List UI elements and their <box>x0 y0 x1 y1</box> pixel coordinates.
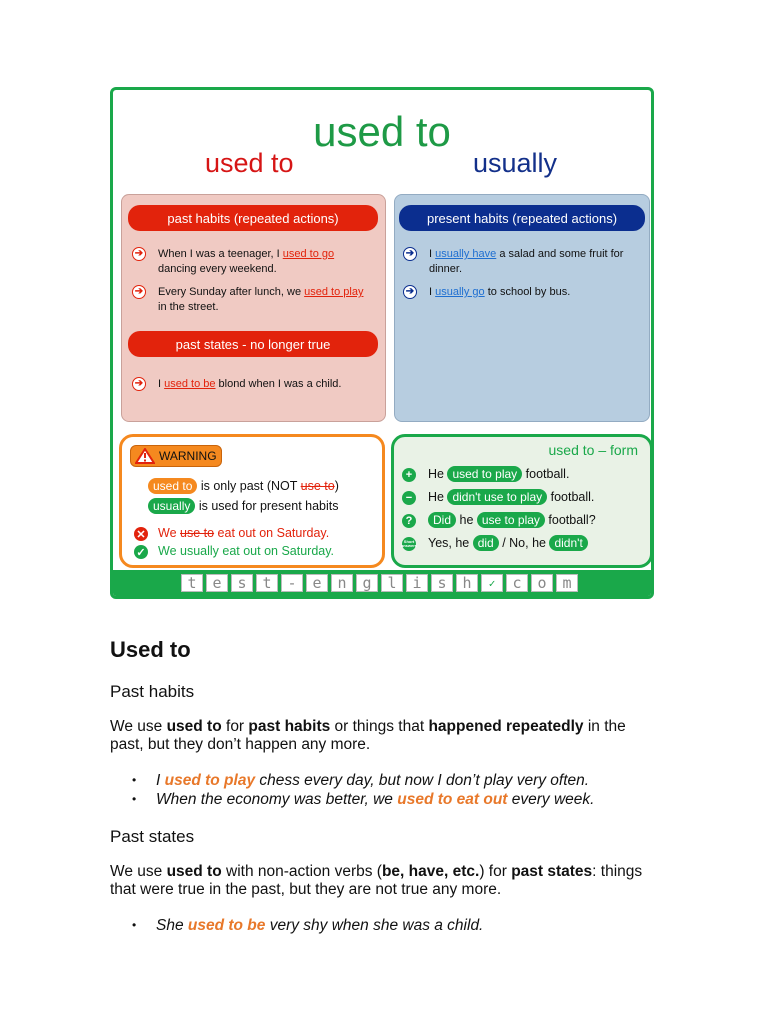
logo-letter: m <box>556 574 578 592</box>
right-example: We usually eat out on Saturday. <box>158 544 335 558</box>
past-habits-pill: past habits (repeated actions) <box>128 205 378 231</box>
logo-letter: o <box>531 574 553 592</box>
arrow-right-icon: ➔ <box>132 377 146 391</box>
warning-triangle-icon <box>135 448 155 464</box>
arrow-right-icon: ➔ <box>132 247 146 261</box>
subheading-past-states: Past states <box>110 827 195 846</box>
form-negative: He didn't use to play football. <box>428 490 595 504</box>
footer-bar <box>113 570 651 596</box>
logo-check-icon: ✓ <box>481 574 503 592</box>
arrow-right-icon: ➔ <box>403 285 417 299</box>
past-states-pill: past states - no longer true <box>128 331 378 357</box>
minus-icon: − <box>402 491 416 505</box>
logo-letter: - <box>281 574 303 592</box>
left-items-2 <box>132 377 372 392</box>
right-items <box>403 247 641 300</box>
paragraph-past-habits: We use used to for past habits or things that happened repeatedly in the past, but they don’t happen any more. <box>110 718 626 753</box>
used-to-panel <box>121 194 386 422</box>
form-positive: He used to play football. <box>428 467 570 481</box>
list-item: ➔ Every Sunday after lunch, we used to play in the street. <box>132 285 372 315</box>
bullets-past-states <box>132 916 483 935</box>
infographic-card <box>110 87 654 599</box>
article-heading: Used to <box>110 637 191 662</box>
list-item: ➔ When I was a teenager, I used to go dancing every weekend. <box>132 247 372 277</box>
check-icon: ✓ <box>134 545 148 559</box>
form-short-answers: Yes, he did / No, he didn't <box>428 536 588 550</box>
list-item: ➔ I usually go to school by bus. <box>403 285 641 300</box>
warning-badge: WARNING <box>130 445 222 467</box>
present-habits-pill: present habits (repeated actions) <box>399 205 645 231</box>
form-title: used to – form <box>548 442 638 458</box>
arrow-right-icon: ➔ <box>132 285 146 299</box>
right-heading: usually <box>473 148 558 178</box>
logo-letter: e <box>206 574 228 592</box>
list-item: • When the economy was better, we used to eat out every week. <box>156 790 594 809</box>
usually-panel <box>394 194 650 422</box>
logo-letter: g <box>356 574 378 592</box>
wrong-example: We use to eat out on Saturday. <box>158 526 330 540</box>
wrong-x-icon: ✕ <box>134 527 148 541</box>
logo-letter: t <box>256 574 278 592</box>
left-items-1 <box>132 247 372 315</box>
short-answers-icon: Short answers <box>402 537 416 551</box>
logo-letter: n <box>331 574 353 592</box>
paragraph-past-states: We use used to with non-action verbs (be, have, etc.) for past states: things that were true in the past, but they are not true any more. <box>110 863 643 898</box>
plus-icon: + <box>402 468 416 482</box>
logo-letter: c <box>506 574 528 592</box>
logo-letter: i <box>406 574 428 592</box>
question-icon: ? <box>402 514 416 528</box>
subheading-past-habits: Past habits <box>110 682 195 701</box>
list-item: • She used to be very shy when she was a child. <box>156 916 483 935</box>
infographic-title: used to <box>313 108 451 155</box>
list-item: ➔ I usually have a salad and some fruit for dinner. <box>403 247 641 277</box>
logo-letter: l <box>381 574 403 592</box>
logo-letter: s <box>431 574 453 592</box>
logo-letter: s <box>231 574 253 592</box>
warning-line-2: usually is used for present habits <box>148 499 339 513</box>
form-question: Did he use to play football? <box>428 513 596 527</box>
bullets-past-habits <box>132 771 594 809</box>
warning-line-1: used to is only past (NOT use to) <box>148 479 339 493</box>
list-item: • I used to play chess every day, but now I don’t play very often. <box>156 771 594 790</box>
logo-letter: t <box>181 574 203 592</box>
form-box <box>391 434 653 568</box>
warning-box <box>119 434 385 568</box>
list-item: ➔ I used to be blond when I was a child. <box>132 377 372 392</box>
left-heading: used to <box>205 148 294 178</box>
logo-letter: h <box>456 574 478 592</box>
logo-letter: e <box>306 574 328 592</box>
arrow-right-icon: ➔ <box>403 247 417 261</box>
